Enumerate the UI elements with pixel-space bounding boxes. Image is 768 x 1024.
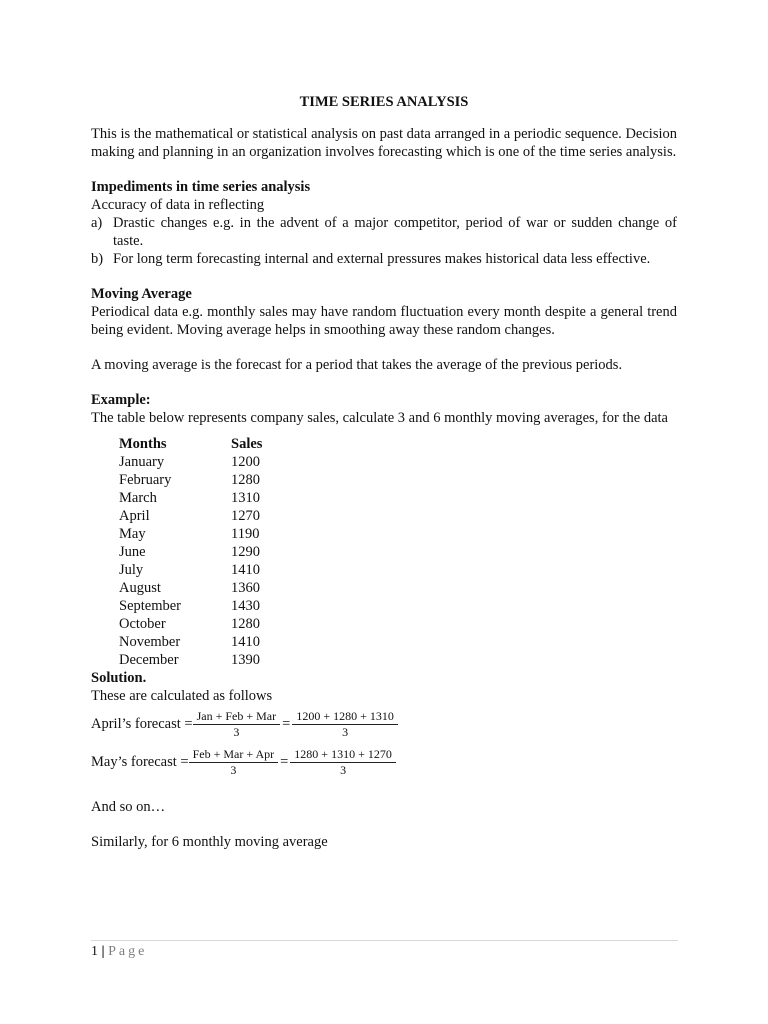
sales-table [119, 435, 262, 669]
solution-lead: These are calculated as follows [91, 688, 273, 704]
fraction [292, 709, 398, 740]
table-row [119, 561, 262, 579]
similarly-text: Similarly, for 6 monthly moving average [91, 834, 328, 850]
fraction [189, 747, 279, 778]
sales-cell: 1410 [231, 634, 260, 650]
list-item [91, 250, 677, 268]
denominator: 3 [233, 724, 240, 739]
equation-label: April’s forecast = [91, 716, 193, 732]
moving-average-definition: A moving average is the forecast for a period that takes the average of the previous periods. [91, 357, 623, 373]
impediments-list [91, 214, 677, 268]
month-cell: February [119, 472, 172, 488]
table-row [119, 507, 262, 525]
table-row [119, 579, 262, 597]
numerator: 1200 + 1280 + 1310 [292, 709, 398, 725]
table-header-row [119, 435, 262, 453]
list-marker: b) [91, 251, 104, 267]
sales-cell: 1280 [231, 616, 260, 632]
numerator: Jan + Feb + Mar [193, 709, 281, 725]
table-row [119, 453, 262, 471]
intro-paragraph: This is the mathematical or statistical analysis on past data arranged in a periodic sequence. Decision making and planning in an organization involves forecasting which is one of the time series analysis. [91, 126, 677, 160]
denominator: 3 [342, 724, 349, 739]
column-header-months: Months [119, 436, 167, 452]
denominator: 3 [230, 762, 237, 777]
numerator: Feb + Mar + Apr [189, 747, 279, 763]
fraction [290, 747, 396, 778]
month-cell: October [119, 616, 166, 632]
example-text: The table below represents company sales, calculate 3 and 6 monthly moving averages, for the data [91, 410, 668, 426]
april-forecast-equation [91, 705, 677, 743]
and-so-on-text: And so on… [91, 799, 166, 815]
example-heading: Example: [91, 392, 151, 408]
moving-average-paragraph: Periodical data e.g. monthly sales may have random fluctuation every month despite a general trend being evident. Moving average helps in smoothing away these random changes. [91, 304, 677, 338]
impediments-lead: Accuracy of data in reflecting [91, 197, 265, 213]
table-row [119, 525, 262, 543]
sales-cell: 1310 [231, 490, 260, 506]
list-item [91, 214, 677, 250]
denominator: 3 [340, 762, 347, 777]
month-cell: March [119, 490, 157, 506]
sales-cell: 1390 [231, 652, 260, 668]
list-item-text: For long term forecasting internal and external pressures makes historical data less effective. [113, 251, 651, 267]
sales-cell: 1270 [231, 508, 260, 524]
list-marker: a) [91, 215, 103, 231]
page-number: 1 [91, 944, 98, 959]
month-cell: November [119, 634, 181, 650]
fraction [193, 709, 281, 740]
footer-separator: | [101, 944, 105, 959]
moving-average-heading: Moving Average [91, 286, 192, 302]
page-footer [91, 943, 147, 961]
footer-divider [91, 940, 678, 941]
page-title: TIME SERIES ANALYSIS [299, 94, 469, 110]
numerator: 1280 + 1310 + 1270 [290, 747, 396, 763]
month-cell: June [119, 544, 146, 560]
sales-cell: 1200 [231, 454, 260, 470]
month-cell: January [119, 454, 165, 470]
equals-sign: = [280, 754, 289, 770]
month-cell: December [119, 652, 179, 668]
table-row [119, 651, 262, 669]
table-row [119, 471, 262, 489]
sales-cell: 1360 [231, 580, 260, 596]
table-row [119, 489, 262, 507]
sales-cell: 1190 [231, 526, 260, 542]
table-row [119, 597, 262, 615]
list-item-text: Drastic changes e.g. in the advent of a major competitor, period of war or sudden change of taste. [113, 215, 677, 249]
month-cell: July [119, 562, 144, 578]
equation-label: May’s forecast = [91, 754, 189, 770]
solution-heading: Solution. [91, 670, 147, 686]
impediments-heading: Impediments in time series analysis [91, 179, 311, 195]
page-label: Page [108, 944, 148, 959]
month-cell: September [119, 598, 182, 614]
month-cell: May [119, 526, 146, 542]
month-cell: April [119, 508, 150, 524]
table-row [119, 615, 262, 633]
table-row [119, 543, 262, 561]
may-forecast-equation [91, 743, 677, 781]
table-row [119, 633, 262, 651]
column-header-sales: Sales [231, 436, 263, 452]
sales-cell: 1280 [231, 472, 260, 488]
equals-sign: = [282, 716, 291, 732]
sales-cell: 1290 [231, 544, 260, 560]
month-cell: August [119, 580, 161, 596]
sales-cell: 1430 [231, 598, 260, 614]
sales-cell: 1410 [231, 562, 260, 578]
document-body [91, 93, 677, 851]
